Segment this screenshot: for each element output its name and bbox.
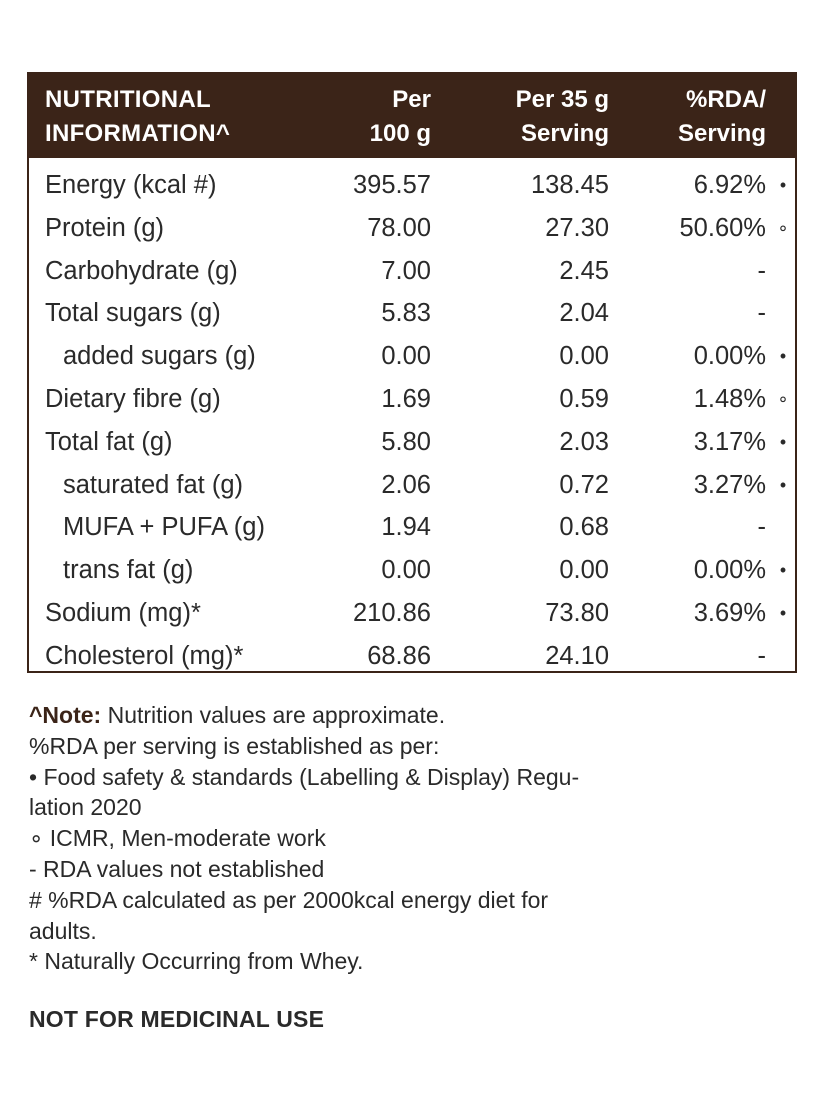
note-line: lation 2020 <box>29 794 142 821</box>
note-line: %RDA per serving is established as per: <box>29 732 440 759</box>
table-row <box>29 421 795 464</box>
row-per-100g: 2.06 <box>381 470 431 499</box>
row-per-100g: 1.69 <box>381 384 431 413</box>
row-per-serving: 138.45 <box>531 171 609 199</box>
row-per-100g: 5.80 <box>381 427 431 456</box>
note-line: - RDA values not established <box>29 855 325 882</box>
row-rda: - <box>757 299 766 328</box>
row-name: Total sugars (g) <box>45 299 221 328</box>
table-row <box>29 635 795 678</box>
row-rda-source-mark: • <box>779 602 787 623</box>
row-rda: - <box>757 256 766 285</box>
note-line: ∘ ICMR, Men-moderate work <box>29 825 326 852</box>
row-name: Carbohydrate (g) <box>45 256 238 285</box>
row-per-serving: 2.03 <box>559 427 609 456</box>
row-name: added sugars (g) <box>63 342 256 371</box>
table-row <box>29 378 795 421</box>
table-row <box>29 207 795 250</box>
row-name: Cholesterol (mg)* <box>45 641 244 670</box>
row-per-serving: 2.04 <box>559 299 609 328</box>
row-name: Protein (g) <box>45 213 165 242</box>
row-per-serving: 0.72 <box>559 470 609 499</box>
footnotes <box>29 700 709 977</box>
row-per-serving: 0.00 <box>559 342 609 371</box>
note-line: adults. <box>29 917 97 944</box>
header-rda-per-serving: %RDA/ Serving <box>677 86 766 147</box>
row-rda: 0.00% <box>693 342 766 371</box>
nutrition-table <box>27 72 797 673</box>
row-name: Sodium (mg)* <box>45 598 201 627</box>
row-rda: 3.17% <box>693 427 766 456</box>
row-name: MUFA + PUFA (g) <box>63 513 265 542</box>
row-per-100g: 210.86 <box>353 598 431 627</box>
table-row <box>29 592 795 635</box>
medicinal-warning: NOT FOR MEDICINAL USE <box>29 1006 325 1032</box>
row-rda-source-mark: ∘ <box>777 388 789 409</box>
header-nutritional-information: NUTRITIONAL INFORMATION^ <box>45 86 231 147</box>
row-name: Total fat (g) <box>45 427 173 456</box>
row-rda: 3.69% <box>693 598 766 627</box>
table-row <box>29 250 795 293</box>
row-name: Dietary fibre (g) <box>45 384 221 413</box>
row-per-serving: 24.10 <box>545 641 609 670</box>
table-header <box>29 74 795 158</box>
row-per-100g: 0.00 <box>381 342 431 371</box>
note-lines <box>29 731 709 977</box>
row-per-100g: 1.94 <box>381 513 431 542</box>
row-rda: 1.48% <box>693 384 766 413</box>
row-rda-source-mark: • <box>779 346 787 367</box>
row-per-serving: 0.59 <box>559 384 609 413</box>
row-name: saturated fat (g) <box>63 470 244 499</box>
row-rda-source-mark: • <box>779 560 787 581</box>
row-rda: 3.27% <box>693 470 766 499</box>
table-row <box>29 549 795 592</box>
row-per-serving: 0.68 <box>559 513 609 542</box>
row-per-100g: 0.00 <box>381 556 431 585</box>
row-rda: - <box>757 641 766 670</box>
row-per-100g: 78.00 <box>367 213 431 242</box>
note-line: * Naturally Occurring from Whey. <box>29 948 364 975</box>
table-row <box>29 292 795 335</box>
table-row <box>29 506 795 549</box>
row-rda-source-mark: • <box>779 431 787 452</box>
row-rda: 50.60% <box>679 213 766 242</box>
row-per-100g: 7.00 <box>381 256 431 285</box>
row-rda: - <box>757 513 766 542</box>
row-per-100g: 68.86 <box>367 641 431 670</box>
row-rda: 6.92% <box>693 171 766 199</box>
row-per-serving: 0.00 <box>559 556 609 585</box>
header-per-serving: Per 35 g Serving <box>515 86 609 147</box>
table-row <box>29 464 795 507</box>
row-per-serving: 27.30 <box>545 213 609 242</box>
header-per-100g: Per 100 g <box>369 86 431 147</box>
row-per-serving: 2.45 <box>559 256 609 285</box>
row-per-100g: 395.57 <box>353 171 431 199</box>
table-row <box>29 335 795 378</box>
note-first-text: Nutrition values are approximate. <box>101 702 446 728</box>
note-label: ^Note: <box>29 702 102 728</box>
table-row <box>29 164 795 207</box>
row-per-100g: 5.83 <box>381 299 431 328</box>
row-name: Energy (kcal #) <box>45 171 217 199</box>
note-first-line <box>29 700 709 731</box>
table-body <box>29 164 795 678</box>
row-per-serving: 73.80 <box>545 598 609 627</box>
row-name: trans fat (g) <box>63 556 194 585</box>
row-rda-source-mark: • <box>779 175 787 195</box>
row-rda-source-mark: ∘ <box>777 217 789 238</box>
row-rda: 0.00% <box>693 556 766 585</box>
note-line: • Food safety & standards (Labelling & Display) Regu- <box>29 763 580 790</box>
note-line: # %RDA calculated as per 2000kcal energy diet for <box>29 886 549 913</box>
row-rda-source-mark: • <box>779 474 787 495</box>
